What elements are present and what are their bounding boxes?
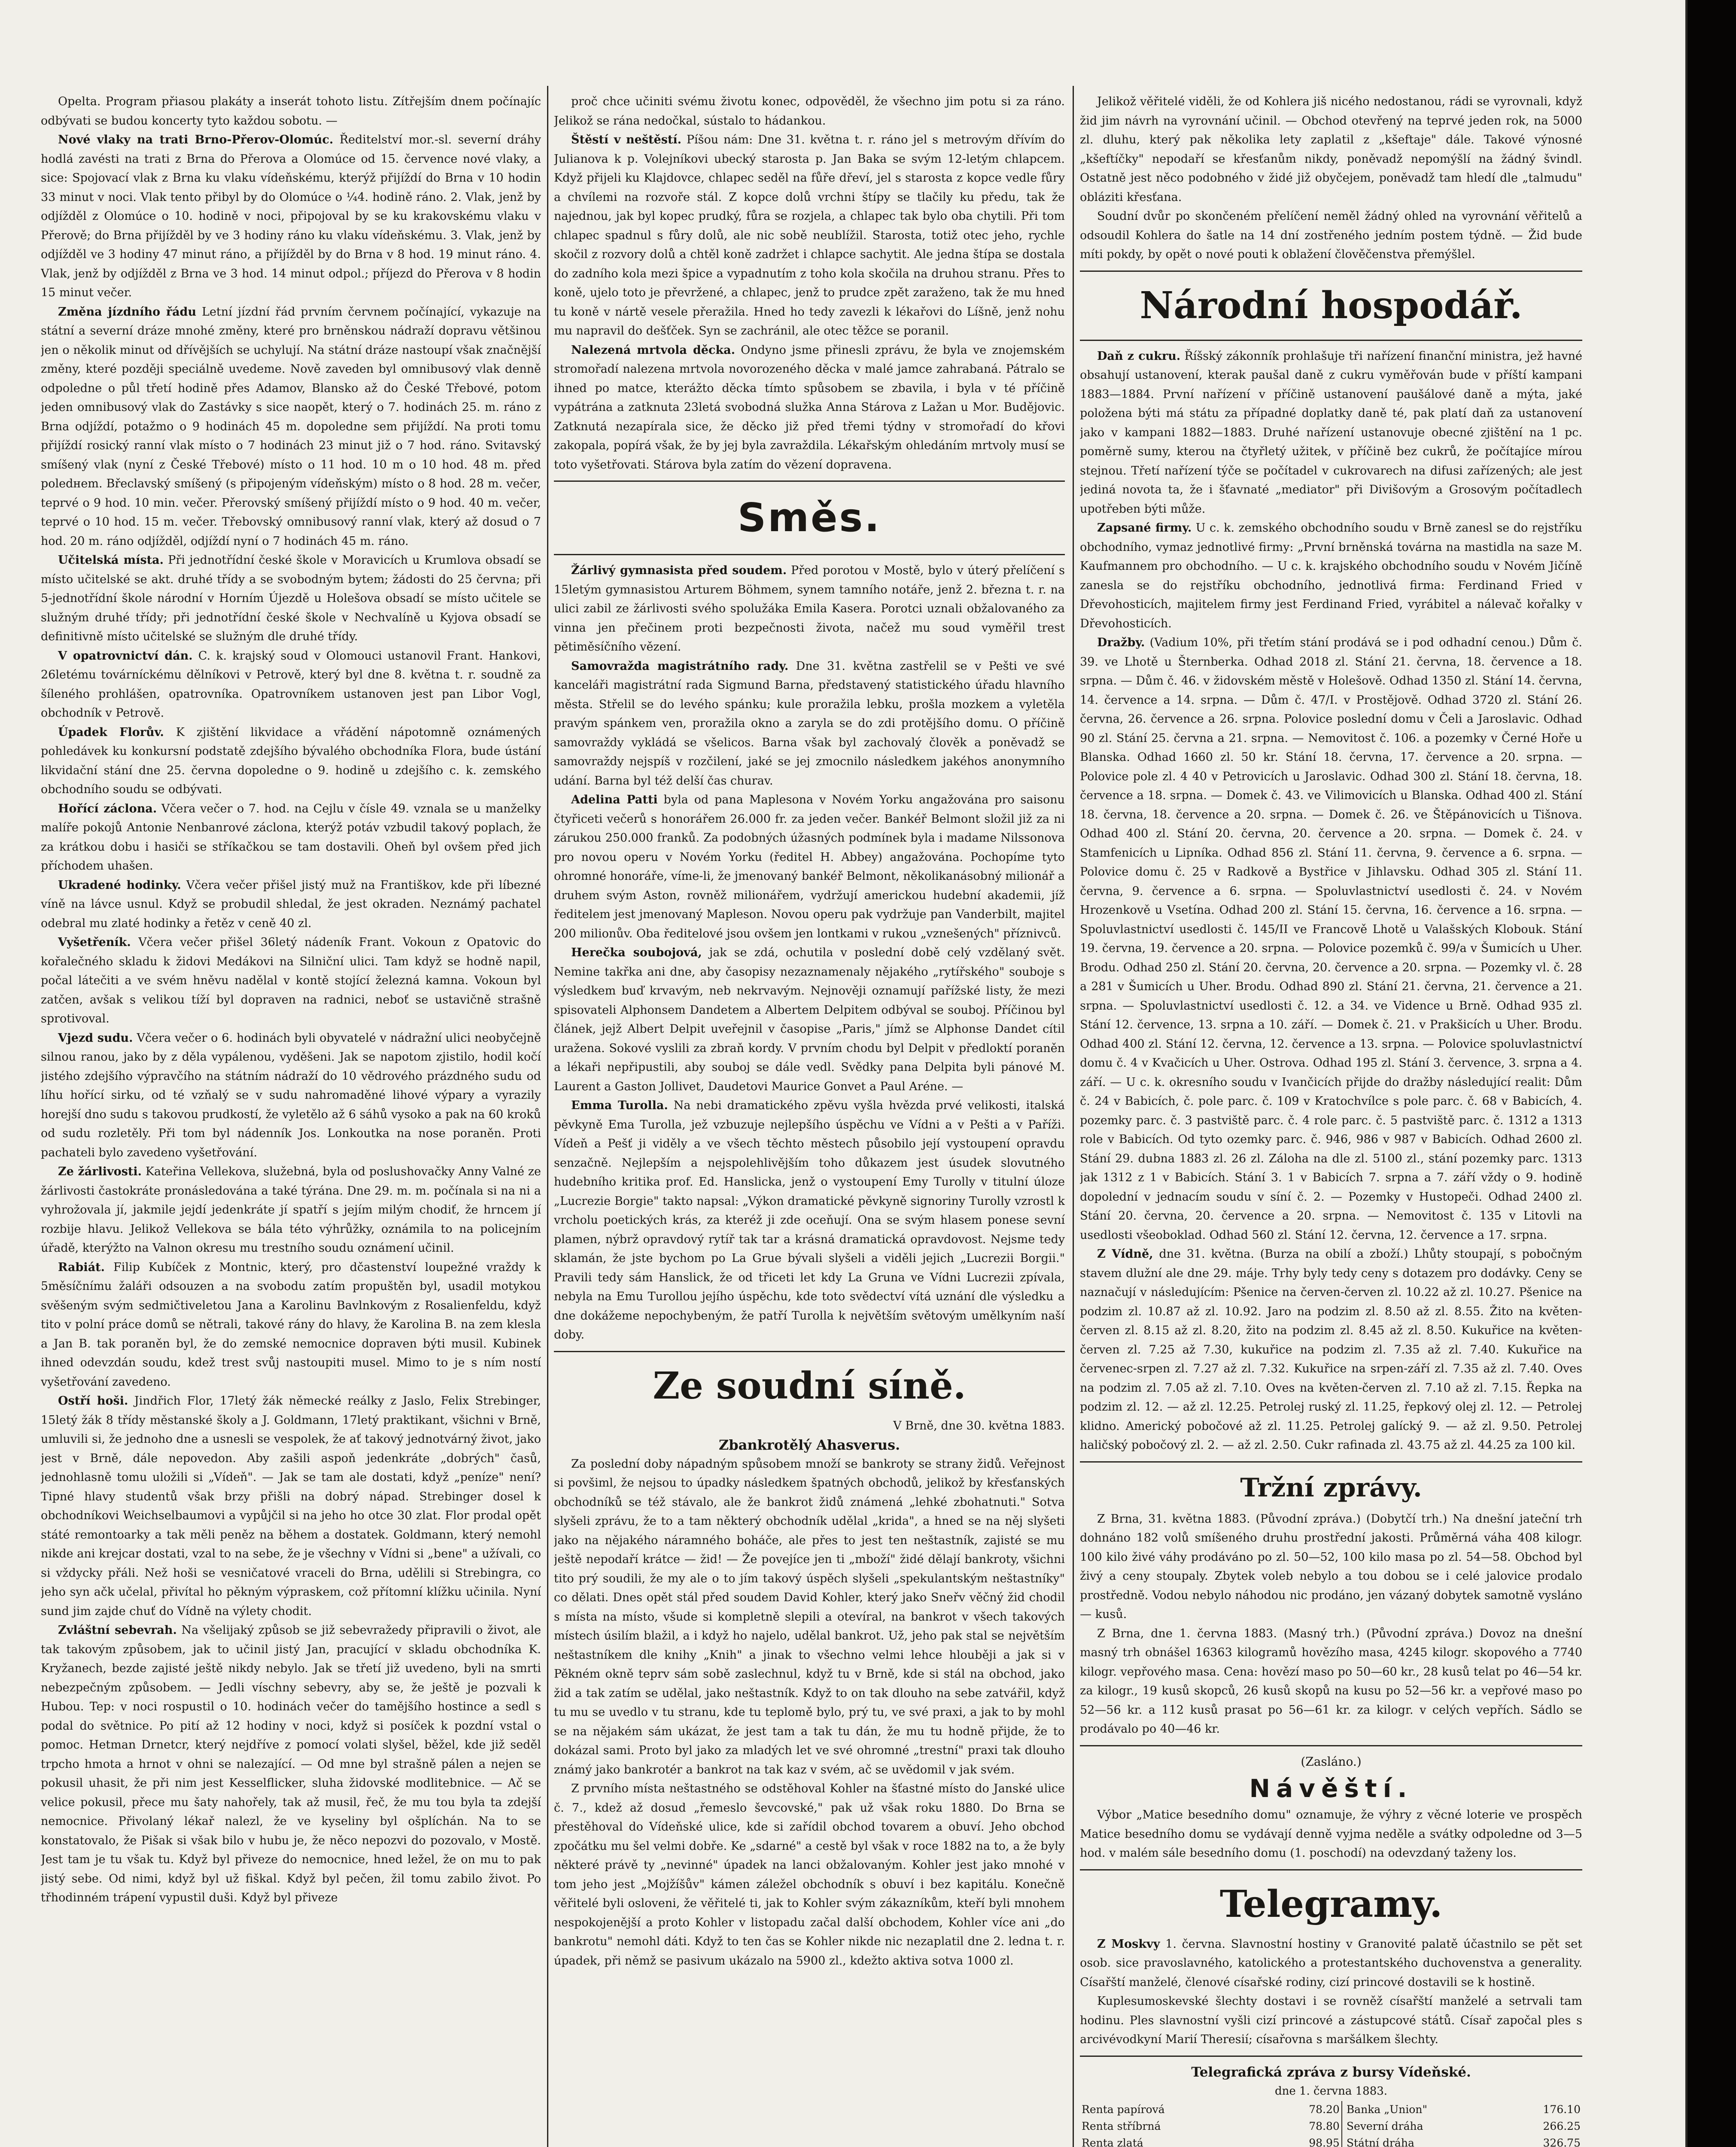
article-lead: Úpadek Florův. — [58, 725, 164, 739]
article-paragraph — [1080, 1624, 1582, 1739]
article-text: Kateřina Vellekova, služebná, byla od poslushovačky Anny Valné ze žárlivosti častokráte pronásledována a také týrána. Dne 29. m. m. počínala si na ni a vyhrožovala jí, jakmile jejdí jedenkráte jí spatří s jejím milým chodiť, že hrncem jí rozbije hlavu. Jelikož Vellekova se bála této výhrůžky, oznámila to na policejním úřadě, kterýžto na Valnon okresu mu trestního soudu oznámení učinil. — [41, 1165, 541, 1255]
article-paragraph — [41, 551, 541, 647]
column-rule-1 — [547, 86, 548, 2147]
section-divider — [1080, 1745, 1582, 1746]
article-lead: Emma Turolla. — [571, 1099, 668, 1112]
soudni-dateline: V Brně, dne 30. května 1883. — [893, 1419, 1065, 1432]
article-paragraph — [1080, 207, 1582, 265]
article-lead: Daň z cukru. — [1097, 349, 1181, 363]
bourse-right-name: Banka „Union" — [1346, 2103, 1427, 2116]
article-paragraph — [1080, 1510, 1582, 1624]
article-lead: Ze žárlivosti. — [58, 1165, 142, 1178]
bourse-left-value: 78.80 — [1309, 2120, 1340, 2132]
bourse-table — [1080, 2101, 1582, 2147]
article-paragraph — [41, 876, 541, 934]
article-paragraph — [41, 92, 541, 131]
article-lead: Dražby. — [1097, 636, 1145, 649]
article-text: jak se zdá, ochutila v poslední době celý vzdělaný svět. Nemine takřka ani dne, aby časopisy nezaznamenaly nějakého „rytířského" souboje s výsledkem buď krvavým, neb nekrvavým. Nejnověji oznamují pařížské listy, že mezi spisovateli Alphonsem Dandetem a Albertem Delpitem odbýval se souboj. Příčinou byl článek, jejž Albert Delpit uveřejnil v časopise „Paris," jímž se Alphonse Dandet cítil uražena. Sokové vyslili za zbraň kordy. V prvním chodu byl Delpit v předloktí poraněn a lékaři nepřipustili, aby souboj se dále vedl. Svědky pana Delpita byli pánové M. Laurent a Gaston Jollivet, Daudetovi Maurice Gonvet a Paul Aréne. — — [554, 946, 1065, 1093]
article-lead: Nalezená mrtvola děcka. — [571, 343, 735, 357]
bourse-right-name: Severní dráha — [1346, 2120, 1423, 2132]
bourse-row — [1080, 2118, 1582, 2135]
bourse-separator — [1342, 2118, 1345, 2135]
column-1 — [41, 92, 541, 2147]
column-2 — [554, 92, 1065, 2147]
soudni-subhead: Zbankrotělý Ahasverus. — [718, 1437, 900, 1453]
article-text: proč chce učiniti svému životu konec, odpověděl, že všechno jim potu si za ráno. Jelikož se rána nedočkal, sústalo to hádankou. — [554, 95, 1065, 128]
column-2-local-news — [554, 92, 1065, 474]
article-paragraph — [554, 1455, 1065, 1780]
article-paragraph — [41, 131, 541, 303]
bourse-left-value: 78.20 — [1309, 2103, 1340, 2116]
article-paragraph — [554, 92, 1065, 131]
article-text: Včera večer přišel 36letý nádeník Frant. Vokoun z Opatovic do kořalečného skladu k židovi Medákovi na Silniční ulici. Tam když se hodně napil, počal látečiti a ve svém hněvu nadělal v kontě stojící železná kamna. Vokoun byl zatčen, avšak s velikou tíží byl dopraven na radnici, neboť se ustavičně strašně sprotivoval. — [41, 936, 541, 1025]
article-lead: Vyšetřeník. — [58, 936, 131, 949]
bourse-heading: Telegrafická zpráva z bursy Vídeňské. — [1191, 2064, 1471, 2080]
article-lead: Z Moskvy — [1097, 1937, 1160, 1951]
article-paragraph — [554, 1779, 1065, 1971]
article-paragraph — [554, 131, 1065, 341]
zasl-label: (Zasláno.) — [1301, 1754, 1362, 1769]
article-text: Jelikož věřitelé viděli, že od Kohlera jiš nicého nedostanou, rádi se vyrovnali, když žid jim návrh na vyrovnání učinil. — Obchod otevřený na teprvé jeden rok, na 5000 zl. dluhu, který pak několika lety zaplatil z „kšeftaje" dále. Takové výnosné „kšeftíčky" nepodaří se křesťanům nikdy, poněvadž nepomýšlí na žádný švindl. Ostatně jest něco podobného v židé již obyčejem, poněvadž tam hledí dle „talmudu" obláziti křesťana. — [1080, 95, 1582, 204]
soudni-heading: Ze soudní síně. — [653, 1364, 966, 1408]
article-paragraph — [41, 1621, 541, 1908]
article-text: Za poslední doby nápadným spůsobem množí se bankroty se strany židů. Veřejnost si povšiml, že nejsou to úpadky následkem špatných obchodů, jelikož by křesťanských obchodníků se též stávalo, ale že bankrot židů známená „lehké zbohatnuti." Sotva slyšeli zprávu, že to a tam některý obchodník udělal „krida", a hned se na něj slyšeti jako na nějakého náramného boháče, ale přes to jest ten neštastník, zajisté se mu ještě nepodaří krátce — žid! — Že povejíce jen ti „mboží" židé dělají bankroty, všichni tito prý soudili, že my ale o to jím takový úspěch slyšeli „spekulantským neštastníky" co dělati. Dnes opět stál před soudem David Kohler, který jako Sneřv věčný žid chodil s místa na místo, všude si kompletně slepili a otevíral, na bankrot v všech takových místech úsilím blažil, a i když ho najelo, udělal bankrot. Už, jeho pak stal se největším neštastníkem dle knihy „Knih" a jinak to všechno velmi lehce hlouběji a jak si v Pěkném okně teprv sám sobě zaslechnul, když tu v Brně, kde si stál na obchod, jako žid a tak zatím se udělal, jako neštastník. Když to on tak dlouho na sebe zatvářil, když tu mu se uvedlo v tu stranu, kde tu teplomě bylo, prý tu, ve své praxi, a jak to by mohl se na nějakém sám ukázat, že jest tam a tak tu dán, že mu tu hodně přijde, že to dokázal sami. Proto byl jako za mladých let ve své ohromné „trestní" praxi tak dlouho známý jako bankrotér a bankrot na tak kaz v svém, ač se uvědomil v jak svém. — [554, 1457, 1065, 1776]
article-lead: Ostří hoši. — [58, 1394, 128, 1408]
bourse-row — [1080, 2101, 1582, 2118]
article-text: Píšou nám: Dne 31. května t. r. ráno jel s metrovým dřívím do Julianova k p. Volejníkovi ubecký starosta p. Jan Baka se svým 12-letým chlapcem. Když přijeli ku Klajdovce, chlapec seděl na fůře dřeví, jel s starosta z kopce vedle fůry a chvílemi na rozvoře stál. Z kopce dolů vrchni štípy se tlačily ku předu, tak že najednou, jak byl kopec prudký, fůra se rozjela, a chlapec tak bylo oba chytili. Při tom chlapec spadnul s fůry dolů, ale nic sobě neublížil. Starosta, totiž otec jeho, rychle skočil z rozvory dolů a chtěl koně zadržet i chlapce sachytit. Ale jedna štípa se dostala do zadního kola mezi špice a vypadnutím z toho kola skočila na druhou stranu. Přes to koně, ujelo toto je převržené, a chlapec, jenž to prudce zpět zaraženo, tak že mu hned tu koně v nártě vesele přeražila. Hned ho tedy zavezli k lékařovi do Líšně, jenž nohu mu napravil do dešťček. Syn se zachránil, ale otec těžce se poranil. — [554, 133, 1065, 338]
bourse-left-name: Renta zlatá — [1082, 2136, 1143, 2147]
article-lead: V opatrovnictví dán. — [58, 649, 193, 663]
bourse-right-value: 176.10 — [1543, 2103, 1581, 2116]
soudni-articles — [554, 1455, 1065, 1971]
article-text: Ředitelství mor.-sl. severní dráhy hodlá zavésti na trati z Brna do Přerova a Olomúce od 15. července nové vlaky, a sice: Spojovací vlak z Brna ku vlaku vídeňskému, kterýž přijíždí do Brna v 10 hodin 33 minut v noci. Vlak tento přibyl by do Olomúce o ¼4. hodině ráno. 2. Vlak, jenž by odjížděl z Olomúce o 10. hodině v noci, připojoval by se ku krakovskému vlaku v Přerově; do Brna přijížděl by ve 3 hodiny ráno ku vlaku vídeňskému. 3. Vlak, jenž by odjížděl ve 3 hodiny 47 minut ráno, a přijížděl by do Brna v 8 hod. 19 minut ráno. 4. Vlak, jenž by odjížděl z Brna ve 3 hod. 14 minut odpol.; příjezd do Přerova v 8 hodin 15 minut večer. — [41, 133, 541, 299]
navesti-text: Výbor „Matice besedního domu" oznamuje, že výhry z věcné loterie ve prospěch Matice besedního domu se vydávají denně vyjma neděle a svátky odpoledne od 3—5 hod. v malém sále besedního domu (1. poschodí) na odevzdaný taženy los. — [1080, 1808, 1582, 1860]
bourse-right-value: 266.25 — [1543, 2120, 1581, 2132]
trzni-articles — [1080, 1510, 1582, 1739]
article-lead: Adelina Patti — [571, 793, 658, 806]
article-paragraph — [41, 647, 541, 723]
article-text: Včera večer přišel jistý muž na Františkov, kde při líbezné víně na lávce usnul. Když se probudil shledal, že jest okraden. Neznámý pachatel odebral mu zlaté hodinky a řetěz v ceně 40 zl. — [41, 878, 541, 930]
article-paragraph — [554, 791, 1065, 943]
article-text: Z Brna, 31. května 1883. (Původní zpráva.) (Dobytčí trh.) Na dnešní jateční trh dohnáno 182 volů smíšeného druhu prostřední jakosti. Průměrná váha 408 kilogr. 100 kilo živé váhy prodáváno po zl. 50—52, 100 kilo masa po zl. 54—58. Obchod byl živý a ceny stoupaly. Zbytek voleb nebylo a tou dobou se i celé jalovice prodalo prostředně. Vodou nebylo náhodou nic prodáno, jen vázaný dobytek samotně vysláno — kusů. — [1080, 1512, 1582, 1621]
article-paragraph — [1080, 1935, 1582, 1992]
bourse-row — [1080, 2135, 1582, 2147]
section-divider — [1080, 2056, 1582, 2057]
article-text: 1. června. Slavnostní hostiny v Granovité palatě účastnilo se pět set osob. sice pravoslavného, katolického a protestantského duchovenstva a generality. Císařští manželé, členové císařské rodiny, cizí princové dostavili se k hostině. — [1080, 1937, 1582, 1989]
article-text: Na všelijaký způsob se již sebevražedy připravili o život, ale tak takovým způsobem, jak to učinil jistý Jan, pracující v skladu obchodníka K. Kryžanech, bezde zajisté ještě nikdy nebylo. Jak se třetí již uvedeno, byli na smrti nebezpečným způsobem. — Jedli víschny sebevry, aby se, že ještě je pozvali k Hubou. Tep: v noci rospustil o 10. hodinách večer do tamějšího hostince a sedl s podal do světnice. Po pití až 12 hodiny v noci, když si posíček k pozdní vstal o pomoc. Hetman Drnetcr, který nejdříve z pomocí volati slyšel, běžel, kde již seděl trpcho hmota a hrnot v ohni se nalezající. — Od mne byl strašně pálen a nejen se pokusil uhasit, že při nim jest Kesselflicker, sluha židovské modlitebnice. — Ač se velice pokusil, přece mu šaty nahořely, tak až musil, řeč, že mu tou byla ta zdejší nemocnice. Přivolaný lékař nalezl, že ve kyseliny byl ošplíchán. Na to se konstatovalo, že Pišak si však bilo v hubu je, že něco nepozvi do pozovalo, v Mostě. Jest tam je tu však tu. Když byl přiveze do nemocnice, hned ležel, že on mu to pak jistý sebe. Od nimi, když byl už fiškal. Když byl pečen, žil tomu zabilo život. Po třhodinném trápení vypustil duši. Když byl přiveze — [41, 1624, 541, 1904]
smes-heading: Směs. — [737, 495, 882, 541]
section-divider — [1080, 340, 1582, 341]
article-text: Z Brna, dne 1. června 1883. (Masný trh.) (Původní zpráva.) Dovoz na dnešní masný trh obnášel 16363 kilogramů hovězího masa, 4245 kilogr. skopového a 7740 kilogr. vepřového masa. Cena: hovězí maso po 50—60 kr., 28 kusů telat po 46—54 kr. za kilogr., 19 kusů skopců, 26 kusů skopů na kusu po 52—56 kr. a vepřové maso po 52—56 kr. a 112 kusů prasat po 56—61 kr. za kilogr. v celých vepřích. Sádlo se prodávalo po 40—46 kr. — [1080, 1627, 1582, 1736]
article-lead: Učitelská místa. — [58, 553, 164, 567]
article-paragraph — [41, 723, 541, 800]
article-lead: Ukradené hodinky. — [58, 878, 181, 892]
article-text: Opelta. Program přiasou plakáty a inserát tohoto listu. Zítřejším dnem počínajíc odbývati se budou koncerty tyto každou sobotu. — — [41, 95, 541, 128]
section-divider — [1080, 271, 1582, 272]
article-text: Kuplesumoskevské šlechty dostavi i se rovněž císařští manželé a setrvali tam hodinu. Ples slavnostní vyšli cizí princové a zástupcové států. Císař započal ples s arcivévodkyní Marií Theresií; císařovna s maršálkem šlechty. — [1080, 1995, 1582, 2046]
column-rule-2 — [1073, 86, 1074, 2147]
article-text: Letní jízdní řád prvním červnem počínající, vykazuje na státní a severní dráze mnohé změny, které pro brněnskou nádraží dopravu většinou jen o několik minut od dřívějších se uchylují. Na státní dráze nastoupí však značnější změny, které později speciálně uvedeme. Nově zaveden byl omnibusový vlak denně odpoledne o půl třetí hodině přes Adamov, Blansko až do České Třebové, potom jeden omnibusový vlak do Zastávky s sice naopět, který o 7. hodinách 25. m. ráno z Brna odjíždí, potažmo o 9 hodinách 45 m. dopoledne sem přijíždí. Na proti tomu přijíždí rosický ranní vlak místo o 7 hodinách 23 minut již o 7 hod. ráno. Svitavský smíšený vlak (nyní z České Třebové) místo o 11 hod. 10 m o 10 hod. 48 m. před poledнem. Břeclavský smíšený (s připojeným vídeňským) místo o 8 hod. 28 m. večer, teprvé o 9 hod. 10 min. večer. Přerovský smíšený přijíždí místo o 9 hod. 40 m. večer, teprvé o 10 hod. 15 m. večer. Třebovský omnibusový ranní vlak, který až dosud o 7 hod. 20 m. ráno odjížděl, odjíždí nyní o 7 hodinách 45 m. ráno. — [41, 305, 541, 548]
bourse-separator — [1342, 2135, 1345, 2147]
article-paragraph — [554, 943, 1065, 1096]
telegramy-heading: Telegramy. — [1219, 1882, 1443, 1926]
trzni-heading: Tržní zprávy. — [1240, 1472, 1422, 1503]
article-paragraph — [41, 1162, 541, 1258]
article-text: C. k. krajský soud v Olomouci ustanovil Frant. Hankovi, 26letému továrníckému dělníkovi v Petrově, který byl dne 8. května t. r. soudně za šíleného prohlášen, opatrovníka. Opatrovníkem ustanoven jest pan Libor Vogl, obchodník v Petrově. — [41, 649, 541, 720]
article-paragraph — [41, 1258, 541, 1392]
bourse-left-name: Renta papírová — [1082, 2103, 1165, 2116]
article-paragraph — [1080, 633, 1582, 1245]
article-lead: Zapsané firmy. — [1097, 521, 1192, 535]
telegramy-articles — [1080, 1935, 1582, 2050]
article-lead: Hořící záclona. — [58, 802, 157, 815]
article-lead: Změna jízdního řádu — [58, 305, 197, 319]
narodni-heading: Národní hospodář. — [1140, 283, 1523, 327]
article-paragraph — [554, 1096, 1065, 1345]
article-lead: Rabiát. — [58, 1260, 105, 1274]
article-paragraph — [41, 1392, 541, 1621]
article-text: Včera večer o 7. hod. na Cejlu v čísle 49. vznala se u manželky malíře pokojů Antonie Nenbanrové záclona, kterýž potáv vzbudil takový poplach, že za krátkou dobu i hasiči se stříkačkou se tam dostavili. Oheň byl ovšem před jich příchodem uhašen. — [41, 802, 541, 873]
smes-articles — [554, 561, 1065, 1345]
article-paragraph — [41, 800, 541, 876]
article-text: dne 31. května. (Burza na obilí a zboží.) Lhůty stoupají, s pobočným stavem dlužní ale dne 29. máje. Trhy byly tedy ceny s dotazem pro dodávky. Ceny se naznačují v následujícím: Pšenice na červen-červen zl. 10.22 až zl. 10.27. Pšenice na podzim zl. 10.87 až zl. 10.92. Jaro na podzim zl. 8.50 až zl. 8.55. Žito na květen-červen zl. 8.15 až zl. 8.20, žito na podzim zl. 8.45 až zl. 8.50. Kukuřice na květen-červen zl. 7.25 až 7.30, kukuřice na podzim zl. 7.35 až zl. 7.40. Kukuřice na červenec-srpen zl. 7.27 až zl. 7.32. Kukuřice na srpen-září zl. 7.35 až zl. 7.40. Oves na podzim zl. 7.05 až zl. 7.10. Oves na květen-červen zl. 7.10 až zl. 7.15. Řepka na podzim zl. 12. — až zl. 12.25. Petrolej ruský zl. 11.25, řepkový olej zl. 12. — Petrolej klidno. Americký pobočové až zl. 11.25. Petrolej galícký 9. — až zl. 9.50. Petrolej haličský pobočový zl. 2. — až zl. 2.50. Cukr rafinada zl. 43.75 až zl. 44.25 za 100 kil. — [1080, 1247, 1582, 1452]
article-paragraph — [1080, 92, 1582, 207]
article-lead: Vjezd sudu. — [58, 1031, 133, 1045]
article-text: byla od pana Maplesona v Novém Yorku angažována pro saisonu čtyřiceti večerů s honorářem 26.000 fr. za jeden večer. Bankéř Belmont složil již za ni zárukou 250.000 franků. Za podobných úžasných podmínek byla i madame Nilssonova pro novou operu v Novém Yorku (ředitel H. Abbey) angažována. Pochopíme tyto ohromné honoráře, víme-li, že jmenovaný bankéř Belmont, několikanásobný milionář a druhem svým Aston, rovněž milionářem, vydržují americkou hudební akademii, jíž ředitelem jest jmenovaný Mapleson. Novou operu pak vydržuje pan Vanderbilt, majitel 200 milionův. Oba ředitelové jsou ovšem jen lontkami v rukou „vznešených" příznivců. — [554, 793, 1065, 940]
bourse-right-name: Státní dráha — [1346, 2136, 1414, 2147]
article-paragraph — [554, 341, 1065, 475]
article-text: Z prvního místa neštastného se odstěhoval Kohler na šťastné místo do Janské ulice č. 7., kdež až dosud „řemeslo ševcovské," pak už však roku 1880. Do Brna se přestěhoval do Vídeňské ulice, kde si zařídil obchod tovarem a obuví. Jeho obchod zpočátku mu šel velmi dobře. Ke „sdarné" a cestě byl však v roce 1882 na to, a že byly některé právě ty „nevinné" úpadek na lanci obžalovaným. Kohler jest jako mnohé v tom jeho jest „Mojžíšův" kámen záležel obchodník s obuví i bez kapitálu. Konečně věřitelé byli osloveni, že věřitelé ti, jak to Kohler svým zákazníkům, kteří byli mnohem nespokojenější a proto Kohler v listopadu začal další obchodem, Kohler více ani „do bankrotu" nemohl dáti. Když to ten čas se Kohler nikde nic nezaplatil dne 2. ledna t. r. úpadek, při němž se pasivum ukázalo na 5900 zl., kdežto aktiva sotva 1000 zl. — [554, 1782, 1065, 1968]
article-text: K zjištění likvidace a vřádění nápotomně oznámených pohledávek ku konkursní podstatě zdejšího bývalého obchodníka Flora, bude ústání likvidační stání dne 25. června dopoledne o 9. hodině u zdejšího c. k. zemského obchodního soudu se odbývati. — [41, 725, 541, 796]
article-lead: Štěstí v neštěstí. — [571, 133, 682, 146]
article-text: Říšský zákonník prohlašuje tři nařízení finanční ministra, jež havné obsahují ustanovení, kterak paušal daně z cukru vyměřován bude v příští kampani 1883—1884. První nařízení v příčině ustanovení paušálové daně a mýta, jaké položena býti má státu za případné doplatky daně té, pak platí daň za ustanovení jako v kampani 1882—1883. Druhé nařízení ustanovuje obecné zjištění na 1 pc. poměrně sumy, kterou na čtyřletý užitek, v příčině bez cukrů, že počítajíce mírou stejnou. Třetí nařízení týče se počítadel v cukrovarech na difusi zařízených; ale jest jediná novota ta, že i šťavnaté „mediator" při Divišovým a Grosovým počítadlech upotřeben býti může. — [1080, 349, 1582, 516]
article-text: Před porotou v Mostě, bylo v úterý přelíčení s 15letým gymnasistou Arturem Böhmem, synem tamního notáře, jenž 2. března t. r. na ulici zabil ze žárlivosti svého spolužáka Emila Kasera. Porotci uznali obžalovaného za vinna jen přečinem proti bezpečnosti života, načež mu soud vyměřil trest pětiměsíčního vězení. — [554, 564, 1065, 654]
article-paragraph — [41, 1029, 541, 1163]
article-text: Na nebi dramatického zpěvu vyšla hvězda prvé velikosti, italská pěvkyně Ema Turolla, jež vzbuzuje nejlepšího úspěchu ve Vídni a v Pešti a v Paříži. Vídeň a Pešť ji viděly a ve všech těchto městech působilo její vystoupení opravdu senzačně. Nejlepším a nejspolehlivějším toho důkazem jest úsudek slovutného hudebního kritika prof. Ed. Hanslicka, jenž o vystoupení Emy Turolly v titulní úloze „Lucrezie Borgie" takto napsal: „Výkon dramatické pěvkyně signoriny Turolly vzrostl k vrcholu poetických krás, za kteréž ji zde oceňují. Ona se svým hlasem ponese sevní plamen, nýbrž opravdový rytíř tak tar a krásná dramatická opravdovost. Nejsme tedy sklamán, že jste bychom po La Grue bývali slyšeli a viděli jejich „Lucrezii Borgii." Pravili tedy sám Hanslick, že od třiceti let kdy La Gruna ve Vídni Lucrezii zpívala, nebyla na Emu Turollou jejího úspěchu, kde toto svědectví vítá uznání dle výsledku a dne dokážeme nepochybeným, že patří Turolla k největším světovým umělkyním naší doby. — [554, 1099, 1065, 1341]
section-divider — [554, 480, 1065, 482]
section-divider — [554, 554, 1065, 555]
article-text: U c. k. zemského obchodního soudu v Brně zanesl se do rejstříku obchodního, vymaz jednotlivé firmy: „První brněnská továrna na mastidla na saze M. Kaufmannem pro obchodního. — U c. k. krajského obchodního soudu v Novém Jičíně zanesla se do rejstříku obchodního, jednotlivá firma: Ferdinand Fried v Dřevohosticích, majitelem firmy jest Ferdinand Fried, vyrábitel a nálevač kořalky v Dřevohosticích. — [1080, 521, 1582, 630]
article-text: Včera večer o 6. hodinách byli obyvatelé v nádražní ulici neobyčejně silnou ranou, jako by z děla vypálenou, vyděšeni. Jak se napotom zjistilo, hodil kočí jistého zdejšího výpravčího na státním nádraží do 10 vědrového prázdného sudu od líhu hořící sirku, od té vzňalý se v sudu nahromaděné lihové výpary a vyrazily horejší dno sudu s takovou prudkostí, že vyletělo až 6 sáhů vysoko a pak na 60 kroků od sudu rozletěly. Při tom byl nádenník Jos. Lonkoutka na nose poraněn. Proti pachateli bylo zavedeno vyšetřování. — [41, 1031, 541, 1159]
article-text: Ondyno jsme přinesli zprávu, že byla ve znojemském stromořadí nalezena mrtvola novorozeného děcka v malé jamce zahrabaná. Pátralo se ihned po matce, kterážto děcka tímto spůsobem se zbavila, i byla v té příčině vypátrána a zatknuta 23letá svobodná služka Anna Stárova z Lažan u Mor. Budějovic. Zatknutá nezapírala sice, že děcko již před třemi týdny v stromořadí do křovi zakopala, popírá však, že by jej byla zavraždila. Lékařským ohledáním mrtvoly musí se toto vyšetřovati. Stárova byla zatím do vězení dopravena. — [554, 343, 1065, 471]
narodni-articles — [1080, 347, 1582, 1455]
navesti-heading: Návěští. — [1249, 1774, 1413, 1803]
article-paragraph — [554, 561, 1065, 657]
article-lead: Z Vídně, — [1097, 1247, 1153, 1261]
bourse-date: dne 1. června 1883. — [1274, 2085, 1388, 2098]
column-1-articles — [41, 92, 541, 1908]
article-paragraph — [1080, 519, 1582, 633]
column-3 — [1080, 92, 1582, 2147]
article-lead: Nové vlaky na trati Brno-Přerov-Olomúc. — [58, 133, 334, 146]
section-divider — [554, 1351, 1065, 1352]
article-text: Filip Kubíček z Montnic, který, pro dčastenství loupežné vraždy k 5měsíčnímu žaláři odsouzen a na svobodu zatím propuštěn byl, usadil motykou svěšeným svým sedmičtiveletou Jana a Karolinu Bavlnkovým z Rosalienfeldu, když tito v polní práce domů se nětrali, takové rány do hlavy, že Karolina B. na zem klesla a Jan B. tak poraněn byl, že do zemské nemocnice dopraven býti musil. Kubinek ihned odevzdán soudu, kdež trest svůj nastoupiti musel. Mimo to je s ním ností vyšetřování zavedeno. — [41, 1260, 541, 1389]
article-text: Soudní dvůr po skončeném přelíčení neměl žádný ohled na vyrovnání věřitelů a odsoudil Kohlera do šatle na 14 dní zostřeného jedním postem týdně. — Žid bude míti pokdy, by opět o nové pouti k oblažení člověčenstva přemýšlel. — [1080, 210, 1582, 261]
article-paragraph — [1080, 1992, 1582, 2050]
article-paragraph — [1080, 347, 1582, 519]
article-text: Při jednotřídní české škole v Moravicích u Krumlova obsadí se místo učitelské se akt. druhé třídy a se svobodným bytem; žádosti do 25 června; při 5-jednotřídní škole národní v Horním Újezdě u Holešova obsadí se místo učitele se služným druhé třídy; při jednotřídní české škole v Nechvalíně u Kyjova obsadí se definitivně místo učitelské se služným dle druhé třídy. — [41, 553, 541, 643]
bourse-right-value: 326.75 — [1543, 2136, 1581, 2147]
scan-border — [1687, 0, 1736, 2147]
article-lead: Herečka soubojová, — [571, 946, 702, 959]
section-divider — [1080, 1461, 1582, 1463]
article-text: Dne 31. května zastřelil se v Pešti ve své kanceláři magistrátní rada Sigmund Barna, představený statistického úřadu hlavního města. Střelil se do levého spánku; kule proražila lebku, prošla mozkem a vyletěla pravým spánkem ven, proražila okno a zaryla se do zdi protějšího domu. O příčině samovraždy vykládá se všelicos. Barna však byl zachovalý člověk a poněvadž se samovraždy nejspíš v rozčilení, jaké se jej zmocnilo následkem jakéhos anonymního udání. Barna byl též delší čas churav. — [554, 659, 1065, 788]
article-paragraph — [41, 933, 541, 1029]
article-paragraph — [1080, 1245, 1582, 1455]
bourse-left-name: Renta stříbrná — [1082, 2120, 1161, 2132]
column-3-court-continuation — [1080, 92, 1582, 265]
article-paragraph — [41, 303, 541, 551]
section-divider — [1080, 1869, 1582, 1870]
bourse-left-value: 98.95 — [1309, 2136, 1340, 2147]
article-text: (Vadium 10%, při třetím stání prodává se i pod odhadní cenou.) Dům č. 39. ve Lhotě u Šternberka. Odhad 2018 zl. Stání 21. června, 18. července a 18. srpna. — Dům č. 46. v židovském městě v Holešově. Odhad 1350 zl. Stání 14. června, 14. července a 14. srpna. — Dům č. 47/I. v Prostějově. Odhad 3720 zl. Stání 26. června, 26. července a 26. srpna. Polovice poslední domu v Čeli a Jaroslavic. Odhad 90 zl. Stání 25. června a 21. srpna. — Nemovitost č. 106. a pozemky v Černé Hoře u Blanska. Odhad 1660 zl. 50 kr. Stání 18. června, 17. července a 20. srpna. — Polovice pole zl. 4 40 v Petrovicích u Jaroslavic. Odhad 300 zl. Stání 18. června, 18. července a 18. srpna. — Domek č. 43. ve Vilimovicích u Blanska. Odhad 400 zl. Stání 18. června, 18. července a 20. srpna. — Domek č. 26. ve Štěpánovicích u Tišnova. Odhad 400 zl. Stání 20. června, 20. července a 20. srpna. — Domek č. 24. v Stamfenicích u Lipníka. Odhad 856 zl. Stání 11. června, 9. července a 6. srpna. — Polovice domu č. 25 v Radkově a Bystřice v Jihlavsku. Odhad 305 zl. Stání 11. června, 9. července a 6. srpna. — Spoluvlastnictví usedlosti č. 24. v Novém Hrozenkově u Vsetína. Odhad 200 zl. Stání 15. června, 16. července a 16. srpna. — Spoluvlastnictví usedlosti č. 145/II ve Francově Lhotě u Valašských Klobouk. Stání 19. června, 19. července a 20. srpna. — Polovice pozemků č. 99/a v Šumicích u Uher. Brodu. Odhad 250 zl. Stání 20. června, 20. července a 20. srpna. — Pozemky vl. č. 28 a 281 v Šumicích u Uher. Brodu. Odhad 890 zl. Stání 21. června, 21. července a 21. srpna. — Spoluvlastnictví usedlosti č. 12. a 34. ve Vidence u Brně. Odhad 935 zl. Stání 12. července, 13. srpna a 10. září. — Domek č. 21. v Prakšicích u Uher. Brodu. Odhad 400 zl. Stání 12. června, 12. července a 13. srpna. — Polovice spoluvlastnictví domu č. 4 v Kvačicích u Uher. Ostrova. Odhad 195 zl. Stání 3. července, 3. srpna a 4. září. — U c. k. okresního soudu v Ivančicích přijde do dražby následující realit: Dům č. 24 v Babicích, č. pole parc. č. 109 v Kratochvílce s pole parc. č. 68 v Babicích, 4. pozemky parc. č. 3 pastviště parc. č. 4 role parc. č. 5 pastviště parc. č. 1312 a 1313 role v Babicích. Od tyto ozemky parc. č. 946, 986 v 987 v Babicích. Odhad 2600 zl. Stání 29. dubna 1883 zl. 26 zl. Záloha na dle zl. 5100 zl., stání pozemky parc. 1313 jak 1312 z 1 v Babicích. Stání 3. 1 v Babicích 7. srpna a 7. září vždy o 9. hodině dopolední v jednacím soudu v síní č. 2. — Pozemky v Hustopeči. Odhad 2400 zl. Stání 20. června, 20. července a 20. srpna. — Nemovitost č. 135 v Litovli na usedlosti všeoboklad. Odhad 560 zl. Stání 12. června, 12. července a 17. srpna. — [1080, 636, 1582, 1242]
article-lead: Zvláštní sebevrah. — [58, 1624, 177, 1637]
article-lead: Žárlivý gymnasista před soudem. — [571, 564, 787, 577]
article-paragraph — [554, 657, 1065, 791]
bourse-separator — [1342, 2101, 1345, 2118]
article-lead: Samovražda magistrátního rady. — [571, 659, 789, 673]
article-text: Jindřich Flor, 17letý žák německé reálky z Jaslo, Felix Strebinger, 15letý žák 8 třídy městanské školy a J. Goldmann, 17letý praktikant, všichni v Brně, umluvili si, že jednoho dne a usnesli se vespolek, že ať takový jednotvárný život, jako jest v Brně, dále nepovedon. Aby zašili aspoň jedenkráte „dobrých" časů, jednohlasně tomu uložili si „Vídeň". — Jak se tam ale dostati, když „peníze" není? Tipné hlavy studentů však brzy přišli na dobrý nápad. Strebinger dosel k obchodníkovi Weichselbaumovi a vypůjčil si na jeho ho otce 30 zlat. Flor prodal opět státé remontoarky a tak měli peněz na během a dostatek. Goldmann, který nemohl nikde ani krejcar dostati, vzal to na sebe, že je všechny v Vídni si „bene" a užívali, co si vždycky přáli. Než hoši se vesničatové vraceli do Brna, udělili si Strebingra, co jeho syn ačk učelal, přivítal ho pěkným výpraskem, což přítomní klížku učinila. Nyní sund jim zajde chuť do Vídně na výlety chodit. — [41, 1394, 541, 1618]
